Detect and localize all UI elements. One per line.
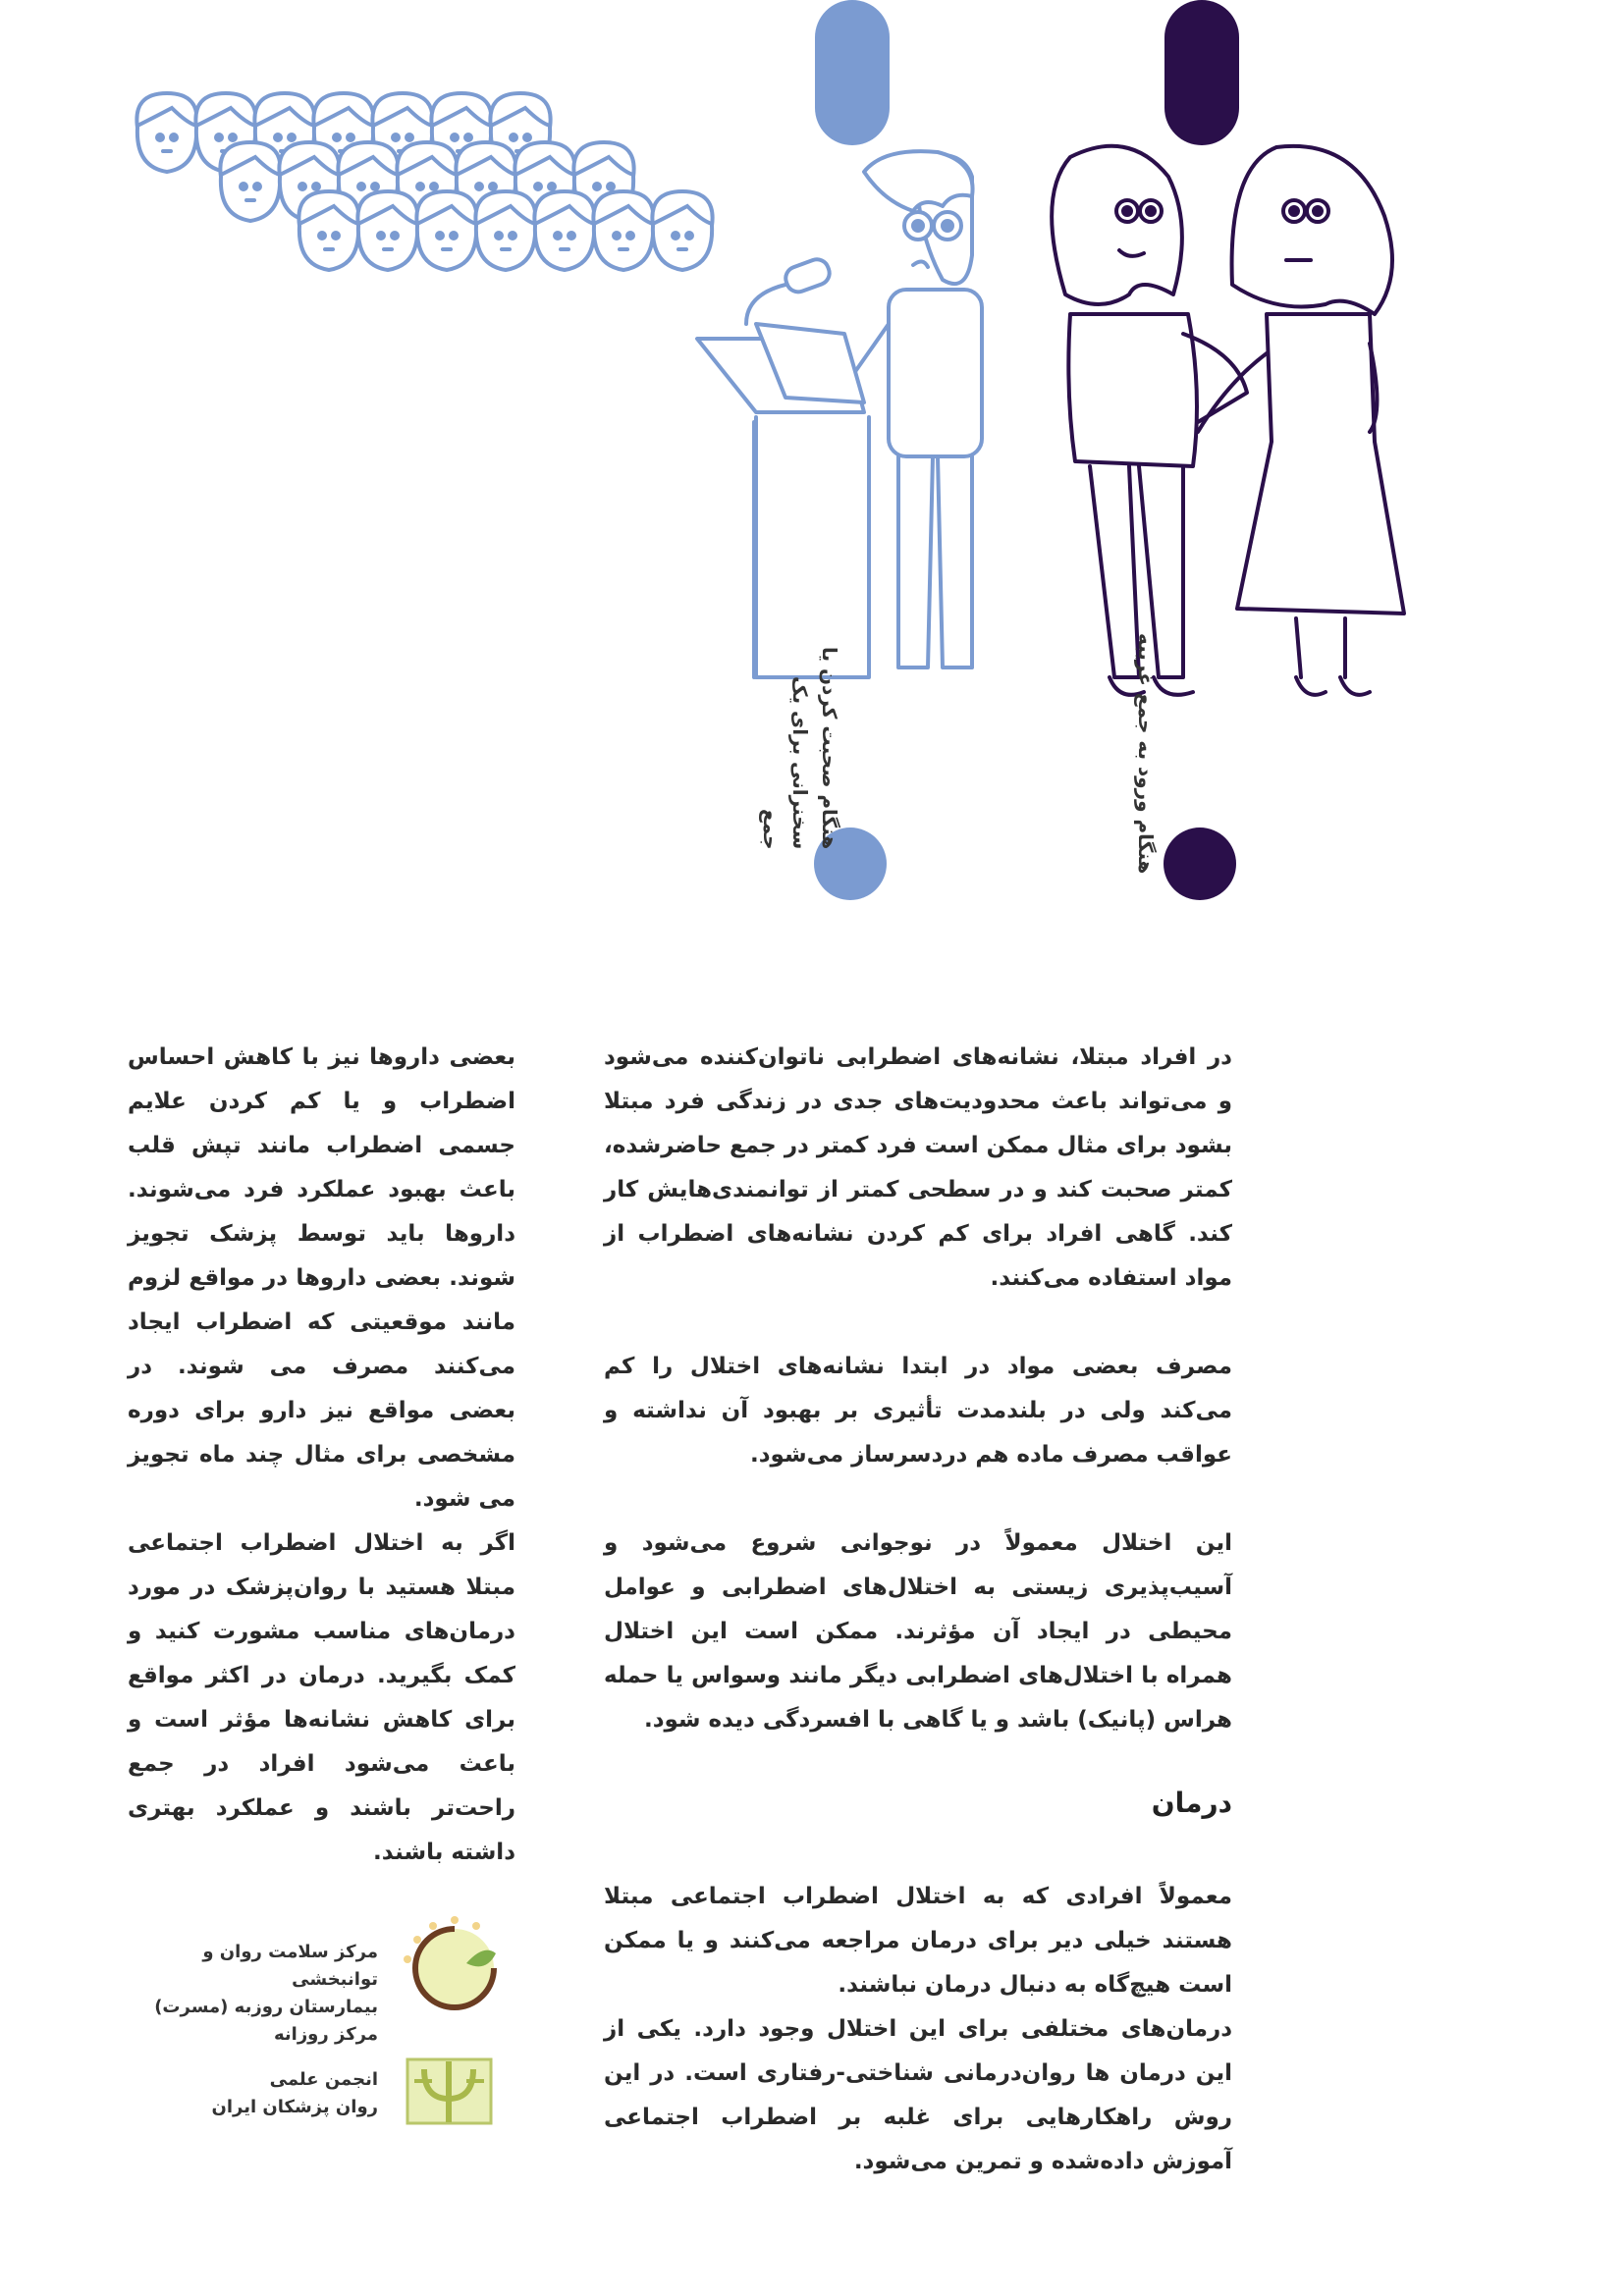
paragraph: معمولاً افرادی که به اختلال اضطراب اجتماعی مبتلا هستند خیلی دیر برای درمان مراجعه می‌کنند و یا ممکن است هیچ‌گاه به دنبال درمان نباشند.: [604, 1884, 1232, 1998]
light-pill: [815, 0, 890, 145]
right-column-treatment: [604, 1875, 1232, 2184]
paragraph: این اختلال معمولاً در نوجوانی شروع می‌شود و آسیب‌پذیری زیستی به اختلال‌های اضطرابی و عوامل محیطی در ایجاد آن مؤثرند. ممکن است این اختلال همراه با اختلال‌های اضطرابی دیگر مانند وسواس یا حمله هراس (پانیک) باشد و یا گاهی با افسردگی دیده شود.: [604, 1530, 1232, 1733]
left-column: [128, 1036, 515, 1875]
crowd-head: [298, 191, 358, 270]
dark-dot: [1164, 828, 1236, 900]
psychiatry-association-logo-icon: [403, 2052, 496, 2130]
right-column: [604, 1036, 1232, 1742]
label-entering: هنگام ورود به جمع غریبه: [1134, 632, 1158, 874]
crowd-head: [652, 191, 712, 270]
crowd-head: [416, 191, 476, 270]
label-speaking: هنگام صحبت کردن یا سخنرانی برای یک جمع: [759, 646, 841, 849]
crowd-head: [475, 191, 535, 270]
crowd-head: [136, 93, 196, 172]
crowd-head: [534, 191, 594, 270]
roozbeh-logo-icon: [398, 1914, 511, 2022]
association-logo-text: انجمن علمی روان پزشکان ایران: [211, 2069, 378, 2117]
paragraph: در افراد مبتلا، نشانه‌های اضطرابی ناتوان‌کننده می‌شود و می‌تواند باعث محدودیت‌های جدی در زندگی فرد مبتلا بشود برای مثال ممکن است فرد کمتر در جمع حاضرشده، کمتر صحبت کند و در سطحی کمتر از توانمندی‌هایش کار کند. گاهی افراد برای کم کردن نشانه‌های اضطراب از مواد استفاده می‌کنند.: [604, 1044, 1232, 1291]
women-figures: [1052, 146, 1404, 695]
paragraph: بعضی داروها نیز با کاهش احساس اضطراب و یا کم کردن علایم جسمی اضطراب مانند تپش قلب باعث بهبود عملکرد فرد می‌شوند. داروها باید توسط پزشک تجویز شوند. بعضی داروها در مواقع لزوم مانند موقعیتی که اضطراب ایجاد می‌کنند مصرف می شوند. در بعضی مواقع نیز دارو برای دوره مشخصی برای مثال چند ماه تجویز می شود.: [128, 1044, 515, 1512]
section-heading-treatment: درمان: [1151, 1787, 1232, 1819]
crowd-head: [593, 191, 653, 270]
paragraph: مصرف بعضی مواد در ابتدا نشانه‌های اختلال را کم می‌کند ولی در بلندمدت تأثیری بر بهبود آن نداشته و عواقب مصرف ماده هم دردسرساز می‌شود.: [604, 1354, 1232, 1468]
crowd-head: [357, 191, 417, 270]
paragraph: اگر به اختلال اضطراب اجتماعی مبتلا هستید با روان‌پزشک در مورد درمان‌های مناسب مشورت کنید و کمک بگیرید. درمان در اکثر مواقع برای کاهش نشانه‌ها مؤثر است و باعث می‌شود افراد در جمع راحت‌تر باشند و عملکرد بهتری داشته باشند.: [128, 1530, 515, 1865]
crowd-head: [220, 142, 280, 221]
paragraph: درمان‌های مختلفی برای این اختلال وجود دارد. یکی از این درمان ها روان‌درمانی شناختی-رفتاری است. در این روش راهکارهایی برای غلبه بر اضطراب اجتماعی آموزش داده‌شده و تمرین می‌شود.: [604, 2016, 1232, 2174]
center-logo-text: مرکز سلامت روان و توانبخشی بیمارستان روزبه (مسرت) مرکز روزانه: [154, 1942, 378, 2045]
dark-pill: [1164, 0, 1239, 145]
speaker-figure: [697, 151, 982, 677]
